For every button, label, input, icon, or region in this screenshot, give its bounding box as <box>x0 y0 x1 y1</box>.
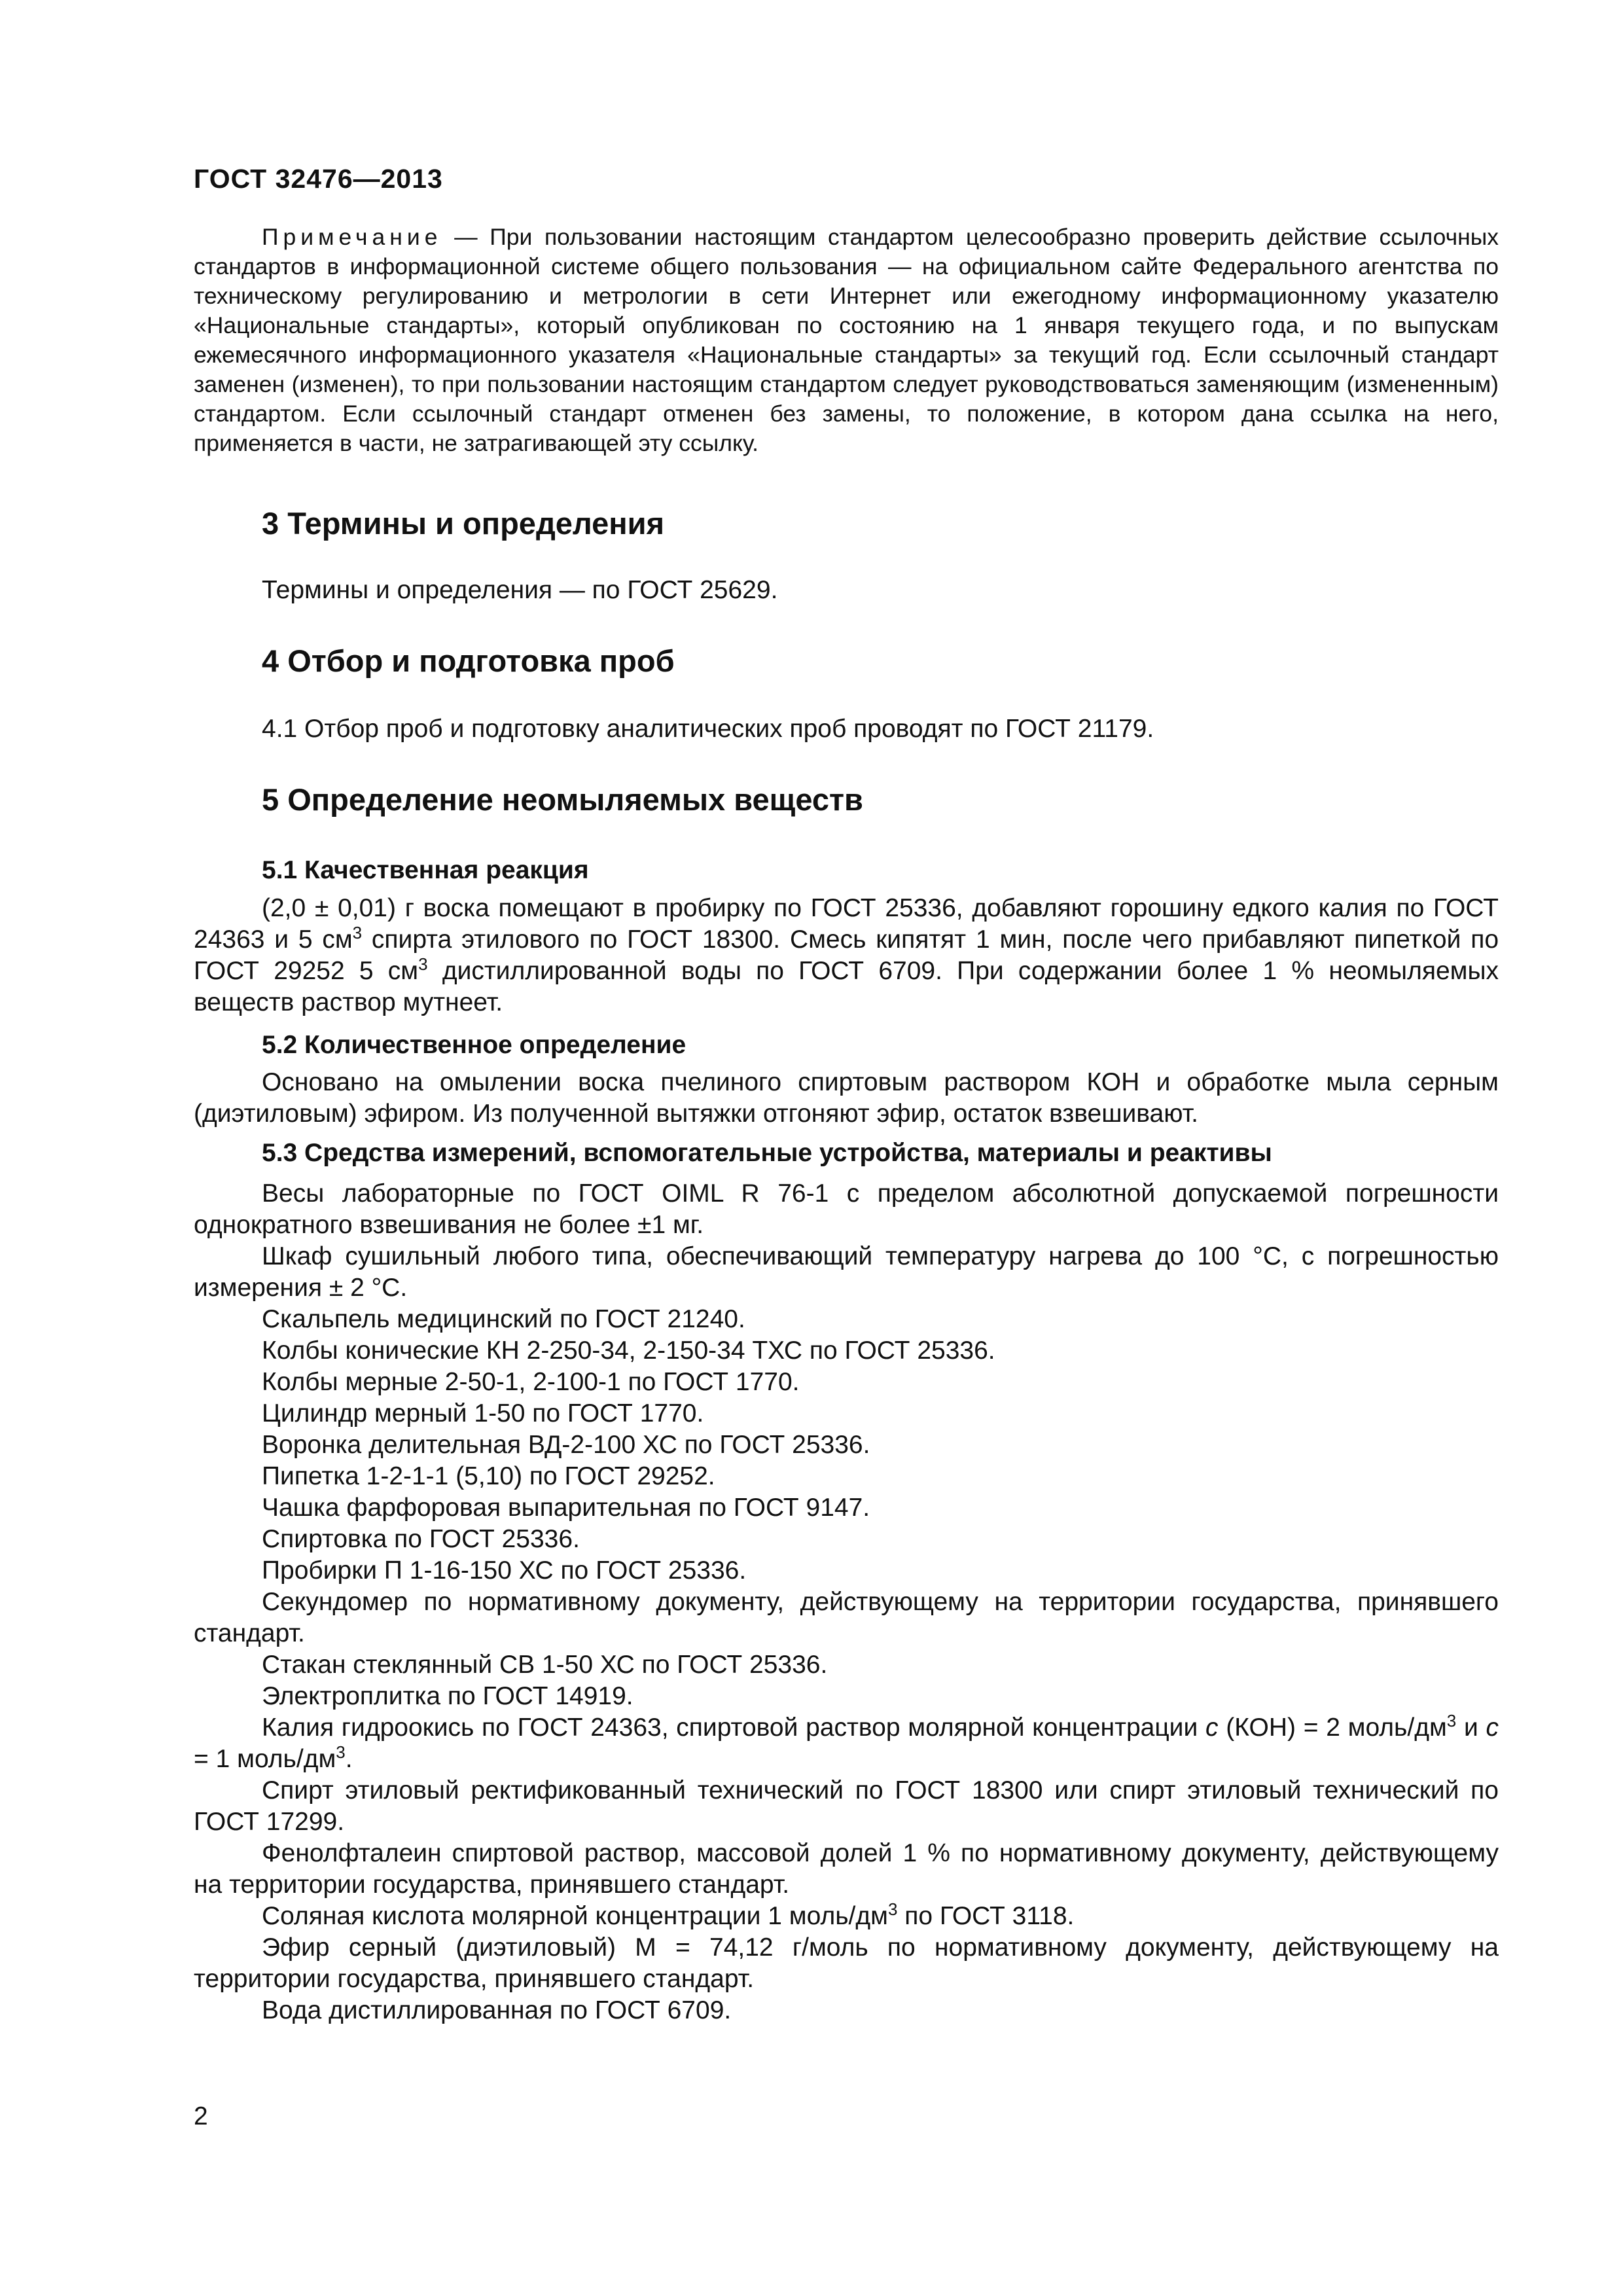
reagent-text: . <box>345 1745 353 1773</box>
equipment-item: Спиртовка по ГОСТ 25336. <box>262 1525 580 1553</box>
reagent-item: Фенолфталеин спиртовой раствор, массовой долей 1 % по нормативному документу, действующему на территории государства, принявшего стандарт. <box>194 1839 1499 1899</box>
section-5-1-text <box>194 893 1499 1018</box>
section-5-1-part-1: (2,0 ± 0,01) г воска помещают в пробирку по ГОСТ 25336, добавляют горошину едкого калия по ГОСТ 24363 и 5 см <box>194 894 1499 954</box>
section-5-2-text: Основано на омылении воска пчелиного спиртовым раствором КОН и обработке мыла серным (диэтиловым) эфиром. Из полученной вытяжки отгоняют эфир, остаток взвешивают. <box>194 1068 1499 1128</box>
section-5-1-part-2: спирта этилового по ГОСТ 18300. Смесь кипятят 1 мин, после чего прибавляют пипеткой по ГОСТ 29252 5 см <box>194 925 1499 985</box>
reagent-item <box>194 1901 1499 1932</box>
section-5-heading: 5 Определение неомыляемых веществ <box>262 782 863 817</box>
reagent-text: по ГОСТ 3118. <box>897 1902 1075 1930</box>
section-5-2-heading: 5.2 Количественное определение <box>262 1031 687 1059</box>
superscript: 3 <box>887 1899 898 1919</box>
reagent-item: Вода дистиллированная по ГОСТ 6709. <box>262 1996 732 2024</box>
section-5-1-heading: 5.1 Качественная реакция <box>262 856 589 884</box>
section-4-1-text: 4.1 Отбор проб и подготовку аналитических проб проводят по ГОСТ 21179. <box>262 715 1154 743</box>
equipment-item: Колбы конические КН 2-250-34, 2-150-34 ТХС по ГОСТ 25336. <box>262 1336 995 1365</box>
equipment-item: Цилиндр мерный 1-50 по ГОСТ 1770. <box>262 1399 704 1427</box>
note-text: — При пользовании настоящим стандартом целесообразно проверить действие ссылочных стандартов в информационной системе общего пользования — на официальном сайте Федерального агентства по техническому регулированию и метрологии в сети Интернет или ежегодному информационному указателю «Национальные стандарты», который опубликован по состоянию на 1 января текущего года, и по выпускам ежемесячного информационного указателя «Национальные стандарты» за текущий год. Если ссылочный стандарт заменен (изменен), то при пользовании настоящим стандартом следует руководствоваться заменяющим (измененным) стандартом. Если ссылочный стандарт отменен без замены, то положение, в котором дана ссылка на него, применяется в части, не затрагивающей эту ссылку. <box>194 224 1499 456</box>
reagent-text: (КОН) = 2 моль/дм <box>1218 1713 1447 1742</box>
section-4-heading: 4 Отбор и подготовка проб <box>262 643 675 678</box>
section-5-3-heading: 5.3 Средства измерений, вспомогательные устройства, материалы и реактивы <box>262 1139 1272 1167</box>
reagent-text: Соляная кислота молярной концентрации 1 моль/дм <box>262 1902 888 1930</box>
section-5-1-part-3: дистиллированной воды по ГОСТ 6709. При содержании более 1 % неомыляемых веществ раствор мутнеет. <box>194 957 1499 1016</box>
equipment-item: Весы лабораторные по ГОСТ OIML R 76-1 с пределом абсолютной допускаемой погрешности однократного взвешивания не более ±1 мг. <box>194 1179 1499 1239</box>
equipment-item: Электроплитка по ГОСТ 14919. <box>262 1682 633 1710</box>
variable-c: c <box>1205 1713 1219 1742</box>
reagent-item: Спирт этиловый ректификованный технический по ГОСТ 18300 или спирт этиловый технический по ГОСТ 17299. <box>194 1776 1499 1836</box>
reagent-text: Калия гидроокись по ГОСТ 24363, спиртовой раствор молярной концентрации <box>262 1713 1205 1742</box>
reagent-item: Эфир серный (диэтиловый) М = 74,12 г/моль по нормативному документу, действующему на территории государства, принявшего стандарт. <box>194 1933 1499 1993</box>
note-label: Примечание <box>262 224 442 250</box>
equipment-item: Колбы мерные 2-50-1, 2-100-1 по ГОСТ 1770. <box>262 1368 800 1396</box>
superscript: 3 <box>352 923 363 942</box>
superscript: 3 <box>418 954 428 974</box>
reagent-text: и <box>1456 1713 1486 1742</box>
equipment-item: Шкаф сушильный любого типа, обеспечивающий температуру нагрева до 100 °С, с погрешностью измерения ± 2 °С. <box>194 1242 1499 1302</box>
variable-c: c <box>1486 1713 1499 1742</box>
equipment-item: Пипетка 1-2-1-1 (5,10) по ГОСТ 29252. <box>262 1462 715 1490</box>
equipment-item: Скальпель медицинский по ГОСТ 21240. <box>262 1305 745 1333</box>
reagent-text: = 1 моль/дм <box>194 1745 336 1773</box>
equipment-item: Стакан стеклянный СВ 1-50 ХС по ГОСТ 25336. <box>262 1651 828 1679</box>
equipment-item: Секундомер по нормативному документу, действующему на территории государства, принявшего стандарт. <box>194 1588 1499 1647</box>
reference-note <box>194 223 1499 458</box>
section-3-heading: 3 Термины и определения <box>262 506 664 541</box>
document-header: ГОСТ 32476—2013 <box>194 164 443 194</box>
section-3-text: Термины и определения — по ГОСТ 25629. <box>262 576 778 604</box>
equipment-item: Пробирки П 1-16-150 ХС по ГОСТ 25336. <box>262 1556 747 1585</box>
page-number: 2 <box>194 2102 208 2130</box>
superscript: 3 <box>1446 1711 1457 1731</box>
superscript: 3 <box>336 1742 346 1762</box>
equipment-item: Воронка делительная ВД-2-100 ХС по ГОСТ 25336. <box>262 1431 870 1459</box>
equipment-item: Чашка фарфоровая выпарительная по ГОСТ 9147. <box>262 1494 870 1522</box>
reagent-item <box>194 1712 1499 1775</box>
